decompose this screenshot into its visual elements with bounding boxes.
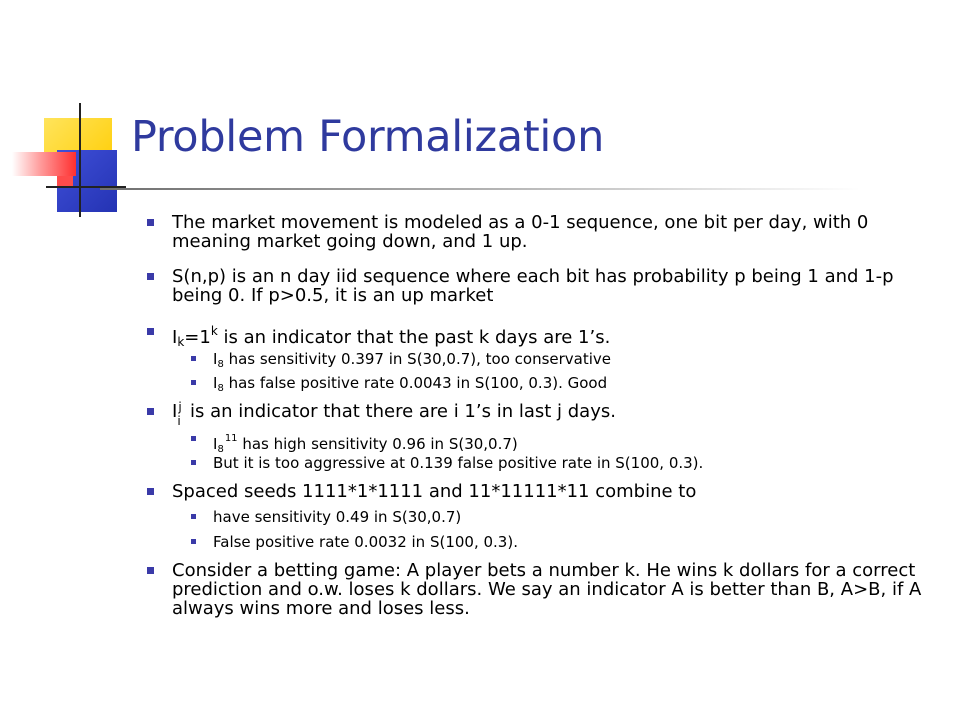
bullet-text: But it is too aggressive at 0.139 false positive rate in S(100, 0.3). [213, 454, 704, 472]
bullet-text: S(n,p) is an n day iid sequence where each bit has probability p being 1 and 1-p being 0. If p>0.5, it is an up market [172, 266, 894, 306]
bullet-text: The market movement is modeled as a 0-1 sequence, one bit per day, with 0 meaning market going down, and 1 up. [172, 212, 869, 252]
bullet-icon [191, 380, 196, 385]
bullet-icon [191, 436, 196, 441]
bullet-text: $I_8^{11}$ has high sensitivity 0.96 in S(30,0.7) [213, 433, 518, 455]
list-item [147, 482, 937, 501]
list-item [191, 350, 931, 374]
list-item [191, 533, 931, 551]
list-item [191, 508, 931, 526]
bullet-icon [147, 219, 154, 226]
bullet-text: $I_8$ has sensitivity 0.397 in S(30,0.7), too conservative [213, 350, 612, 370]
bullet-icon [191, 514, 196, 519]
bullet-text: $I_k=1^k$ is an indicator that the past k days are 1’s. [172, 324, 611, 349]
bullet-icon [147, 408, 154, 415]
list-item [147, 400, 937, 428]
list-item [147, 561, 937, 618]
list-item [191, 454, 931, 472]
bullet-text: Consider a betting game: A player bets a number k. He wins k dollars for a correct prediction and o.w. loses k dollars. We say an indicator A is better than B, A>B, if A always wins more and loses less. [172, 560, 922, 619]
bullet-icon [191, 460, 196, 465]
list-item [191, 374, 931, 398]
bullet-icon [147, 273, 154, 280]
bullet-icon [191, 539, 196, 544]
list-item [147, 322, 937, 352]
bullet-icon [147, 567, 154, 574]
bullet-text: Spaced seeds 1111*1*1111 and 11*11111*11 combine to [172, 481, 697, 502]
bullet-text: $I_8$ has false positive rate 0.0043 in S(100, 0.3). Good [213, 374, 608, 394]
bullet-text: I i j is an indicator that there are i 1’s in last j days. [172, 400, 616, 428]
list-item [147, 267, 937, 305]
list-item [147, 213, 937, 251]
bullet-icon [191, 356, 196, 361]
bullet-icon [147, 328, 154, 335]
bullet-icon [147, 488, 154, 495]
bullet-text: have sensitivity 0.49 in S(30,0.7) [213, 508, 462, 526]
bullet-text: False positive rate 0.0032 in S(100, 0.3). [213, 533, 518, 551]
slide-title: Problem Formalization [131, 112, 605, 162]
